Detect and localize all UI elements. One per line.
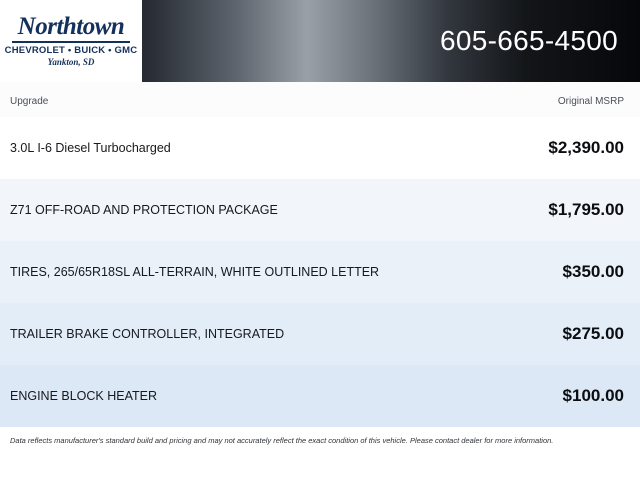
table-row xyxy=(0,365,640,427)
column-header-upgrade: Upgrade xyxy=(10,96,49,107)
upgrades-table xyxy=(0,117,640,427)
table-row xyxy=(0,179,640,241)
dealer-logo[interactable] xyxy=(0,0,142,82)
disclaimer-text: Data reflects manufacturer's standard build and pricing and may not accurately reflect the exact condition of this vehicle. Please contact dealer for more information. xyxy=(0,427,640,446)
table-row xyxy=(0,303,640,365)
table-row xyxy=(0,241,640,303)
upgrade-price: $1,795.00 xyxy=(548,200,624,219)
upgrade-price: $2,390.00 xyxy=(548,138,624,157)
table-row xyxy=(0,117,640,179)
upgrade-price: $275.00 xyxy=(562,324,624,343)
upgrade-label: TRAILER BRAKE CONTROLLER, INTEGRATED xyxy=(10,327,285,341)
page-header xyxy=(0,0,640,82)
logo-brands: CHEVROLET • BUICK • GMC xyxy=(4,45,138,56)
upgrade-label: TIRES, 265/65R18SL ALL-TERRAIN, WHITE OUTLINED LETTER xyxy=(10,265,380,279)
column-header-msrp: Original MSRP xyxy=(557,96,624,107)
upgrade-price: $100.00 xyxy=(562,386,624,405)
logo-divider xyxy=(12,41,130,43)
upgrade-label: Z71 OFF-ROAD AND PROTECTION PACKAGE xyxy=(10,203,278,217)
upgrade-label: 3.0L I-6 Diesel Turbocharged xyxy=(10,141,171,155)
upgrade-price: $350.00 xyxy=(562,262,624,281)
dealer-phone-number[interactable]: 605-665-4500 xyxy=(440,25,618,56)
table-column-headers xyxy=(0,82,640,117)
logo-city: Yankton, SD xyxy=(47,57,95,67)
upgrade-label: ENGINE BLOCK HEATER xyxy=(10,389,158,403)
logo-name: Northtown xyxy=(17,13,125,40)
